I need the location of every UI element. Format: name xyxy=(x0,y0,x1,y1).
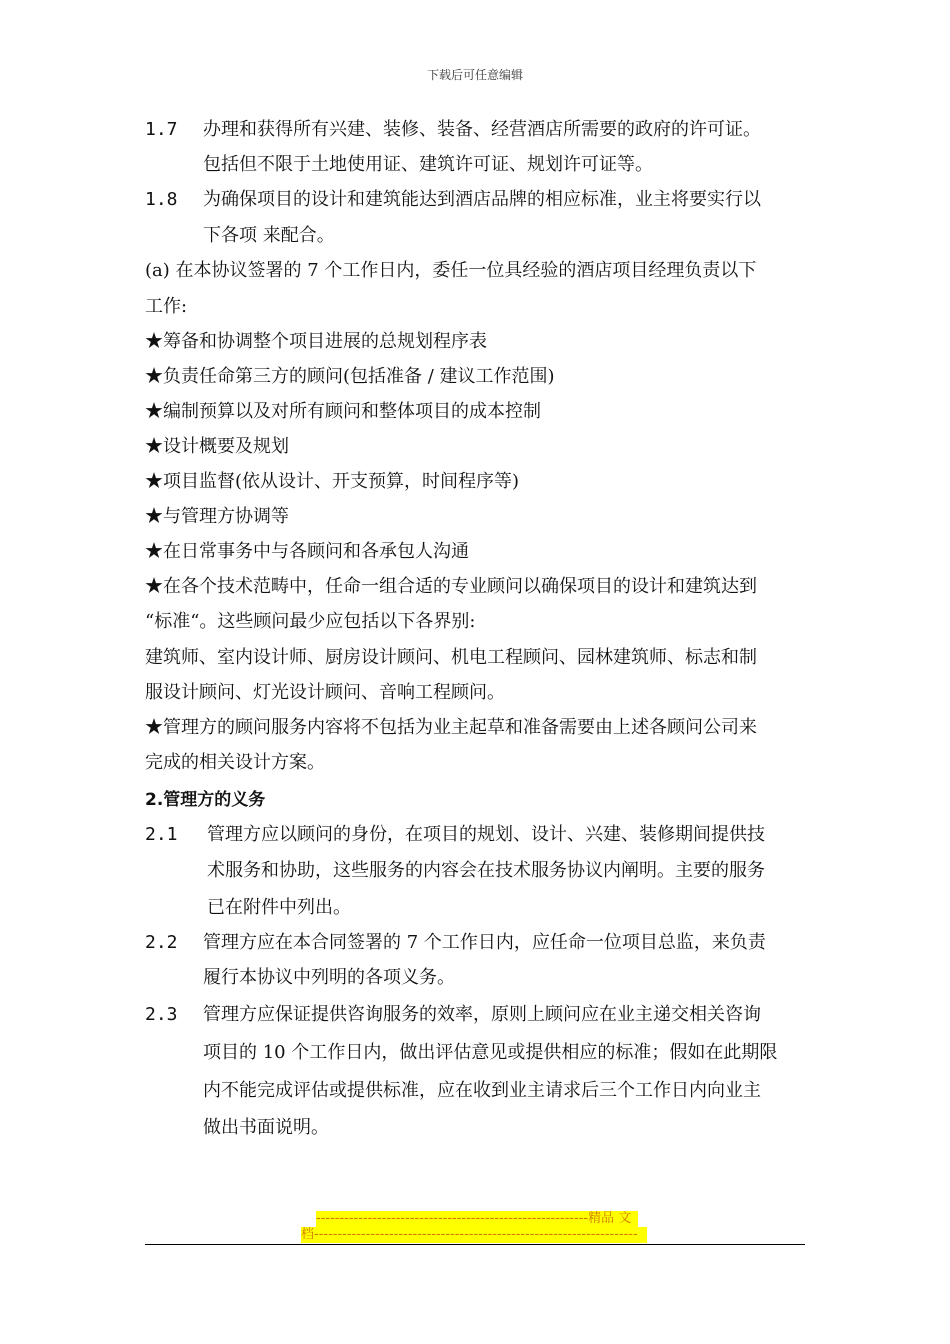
clause-number-2-3: 2.3 xyxy=(145,1004,178,1025)
footer-divider xyxy=(145,1244,805,1245)
list-item: ★设计概要及规划 xyxy=(145,436,289,457)
clause-2-2-line-2: 履行本协议中列明的各项义务。 xyxy=(203,967,455,988)
section-2-title: 2.管理方的义务 xyxy=(145,790,266,810)
clause-2-2-line-1: 管理方应在本合同签署的 7 个工作日内，应任命一位项目总监，来负责 xyxy=(203,932,766,953)
clause-number-2-2: 2.2 xyxy=(145,932,178,953)
list-item: ★在日常事务中与各顾问和各承包人沟通 xyxy=(145,541,469,562)
list-item-continuation: 服设计顾问、灯光设计顾问、音响工程顾问。 xyxy=(145,682,505,703)
clause-2-1-line-3: 已在附件中列出。 xyxy=(207,897,351,918)
list-item: ★管理方的顾问服务内容将不包括为业主起草和准备需要由上述各顾问公司来 xyxy=(145,717,757,738)
list-item: ★在各个技术范畴中，任命一组合适的专业顾问以确保项目的设计和建筑达到 xyxy=(145,576,757,597)
clause-number-1-7: 1.7 xyxy=(145,119,178,140)
footer-banner-line-2: 档--------------------------------------------------------------------- xyxy=(301,1227,647,1243)
list-item-continuation: 建筑师、室内设计师、厨房设计顾问、机电工程顾问、园林建筑师、标志和制 xyxy=(145,647,757,668)
para-a-line-2: 工作: xyxy=(145,296,188,317)
list-item-continuation: “标准“。这些顾问最少应包括以下各界别: xyxy=(145,611,476,632)
page-header: 下载后可任意编辑 xyxy=(426,68,523,82)
clause-1-8-line-2: 下各项 来配合。 xyxy=(203,225,335,246)
list-item: ★与管理方协调等 xyxy=(145,506,289,527)
clause-2-3-line-2: 项目的 10 个工作日内，做出评估意见或提供相应的标准；假如在此期限 xyxy=(203,1042,778,1063)
clause-1-7-line-1: 办理和获得所有兴建、装修、装备、经营酒店所需要的政府的许可证。 xyxy=(203,119,761,140)
list-item-continuation: 完成的相关设计方案。 xyxy=(145,752,325,773)
list-item: ★项目监督(依从设计、开支预算，时间程序等) xyxy=(145,471,520,492)
para-a-line-1: (a) 在本协议签署的 7 个工作日内，委任一位具经验的酒店项目经理负责以下 xyxy=(145,260,757,281)
clause-2-3-line-4: 做出书面说明。 xyxy=(203,1117,329,1138)
clause-1-8-line-1: 为确保项目的设计和建筑能达到酒店品牌的相应标准，业主将要实行以 xyxy=(203,189,761,210)
clause-1-7-line-2: 包括但不限于土地使用证、建筑许可证、规划许可证等。 xyxy=(203,154,653,175)
clause-2-1-line-1: 管理方应以顾问的身份，在项目的规划、设计、兴建、装修期间提供技 xyxy=(207,824,765,845)
clause-2-1-line-2: 术服务和协助，这些服务的内容会在技术服务协议内阐明。主要的服务 xyxy=(207,860,765,881)
clause-2-3-line-3: 内不能完成评估或提供标准，应在收到业主请求后三个工作日内向业主 xyxy=(203,1080,761,1101)
clause-2-3-line-1: 管理方应保证提供咨询服务的效率，原则上顾问应在业主递交相关咨询 xyxy=(203,1004,761,1025)
list-item: ★负责任命第三方的顾问(包括准备 / 建议工作范围) xyxy=(145,366,555,387)
clause-number-1-8: 1.8 xyxy=(145,189,178,210)
footer-banner-line-1: ----------------------------------------------------------精品 文 xyxy=(316,1211,638,1227)
clause-number-2-1: 2.1 xyxy=(145,824,178,845)
list-item: ★筹备和协调整个项目进展的总规划程序表 xyxy=(145,331,487,352)
list-item: ★编制预算以及对所有顾问和整体项目的成本控制 xyxy=(145,401,541,422)
